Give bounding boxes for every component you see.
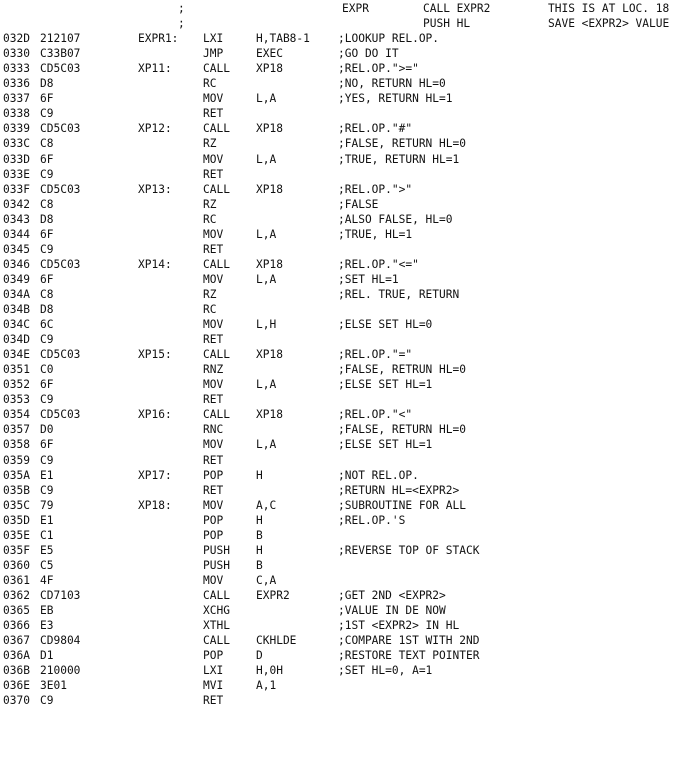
header-action: CALL EXPR2 [423,2,491,15]
code-line [0,272,698,287]
opcode: RET [203,393,224,407]
code-line [0,167,698,182]
comment: ;REL.OP.">=" [338,62,419,76]
address: 0353 [3,393,30,407]
opcode: MOV [203,272,224,286]
operand: XP18 [256,182,283,196]
comment: ;GO DO IT [338,47,399,61]
object-code: C9 [40,167,54,181]
address: 0366 [3,619,30,633]
opcode: MOV [203,92,224,106]
label: XP17: [138,468,172,482]
comment: ;REL.OP."#" [338,122,413,136]
address: 035F [3,543,30,557]
address: 0358 [3,438,30,452]
label: XP11: [138,62,172,76]
code-line [0,513,698,528]
address: 0370 [3,694,30,708]
comment: ;REL.OP.">" [338,182,413,196]
object-code: C9 [40,483,54,497]
code-line [0,61,698,76]
opcode: RET [203,483,224,497]
code-line [0,197,698,212]
opcode: MOV [203,438,224,452]
address: 0349 [3,272,30,286]
code-line [0,678,698,693]
object-code: 79 [40,498,54,512]
label: XP12: [138,122,172,136]
object-code: 210000 [40,664,81,678]
object-code: CD5C03 [40,122,81,136]
object-code: CD5C03 [40,62,81,76]
opcode: RZ [203,197,217,211]
code-line [0,212,698,227]
code-line [0,46,698,61]
label: XP13: [138,182,172,196]
object-code: CD5C03 [40,182,81,196]
operand: L,A [256,438,277,452]
comment: ;RETURN HL=<EXPR2> [338,483,460,497]
comment: ;TRUE, HL=1 [338,227,413,241]
object-code: 6F [40,92,54,106]
address: 0354 [3,408,30,422]
opcode: POP [203,528,224,542]
opcode: RET [203,107,224,121]
code-line [0,603,698,618]
operand: L,A [256,152,277,166]
object-code: EB [40,604,54,617]
code-line [0,483,698,498]
object-code: 6F [40,378,54,392]
code-line [0,528,698,543]
opcode: MOV [203,573,224,587]
code-line [0,422,698,437]
comment: ;YES, RETURN HL=1 [338,92,453,106]
code-line [0,468,698,483]
code-line [0,227,698,242]
comment: ;REL.OP.'S [338,513,406,527]
operand: B [256,528,263,542]
operand: A,C [256,498,277,512]
address: 0339 [3,122,30,136]
object-code: 4F [40,573,54,587]
code-line [0,182,698,197]
operand: B [256,558,263,572]
operand: H [256,513,263,527]
opcode: RZ [203,137,217,151]
object-code: C9 [40,242,54,256]
address: 034B [3,303,30,316]
comment: ;NOT REL.OP. [338,468,419,482]
header-semicolon: ; [178,2,185,15]
comment: ;FALSE [338,197,379,211]
address: 033D [3,152,30,166]
comment: ;VALUE IN DE NOW [338,604,446,617]
code-line [0,121,698,136]
code-line [0,302,698,317]
address: 0359 [3,453,30,467]
opcode: CALL [203,634,230,648]
object-code: E1 [40,513,54,527]
code-line [0,362,698,377]
opcode: XTHL [203,619,230,633]
operand: D [256,649,263,663]
operand: C,A [256,573,277,587]
address: 0330 [3,47,30,61]
code-line [0,453,698,468]
address: 0338 [3,107,30,121]
comment: ;REL. TRUE, RETURN [338,287,460,301]
operand: XP18 [256,408,283,422]
comment: ;RESTORE TEXT POINTER [338,649,480,663]
object-code: 6F [40,227,54,241]
opcode: RZ [203,287,217,301]
code-line [0,392,698,407]
code-line [0,242,698,257]
opcode: RET [203,333,224,347]
comment: ;ALSO FALSE, HL=0 [338,212,453,226]
object-code: E3 [40,619,54,633]
opcode: POP [203,649,224,663]
opcode: MVI [203,679,224,693]
opcode: CALL [203,408,230,422]
address: 0337 [3,92,30,106]
object-code: C0 [40,363,54,377]
address: 0360 [3,558,30,572]
address: 034D [3,333,30,347]
object-code: C9 [40,694,54,708]
operand: H [256,468,263,482]
header-expr: EXPR [342,2,369,15]
operand: H,0H [256,664,283,678]
opcode: RET [203,453,224,467]
object-code: 6C [40,318,54,332]
comment: ;NO, RETURN HL=0 [338,77,446,91]
comment: ;ELSE SET HL=1 [338,438,433,452]
code-line [0,498,698,513]
comment: ;SUBROUTINE FOR ALL [338,498,466,512]
object-code: C9 [40,107,54,121]
address: 035B [3,483,30,497]
opcode: MOV [203,378,224,392]
code-line [0,106,698,121]
comment: ;SET HL=1 [338,272,399,286]
label: XP18: [138,498,172,512]
operand: EXEC [256,47,283,61]
address: 0345 [3,242,30,256]
code-line [0,317,698,332]
opcode: LXI [203,664,224,678]
code-line [0,257,698,272]
opcode: PUSH [203,543,230,557]
operand: A,1 [256,679,277,693]
opcode: CALL [203,348,230,362]
address: 036B [3,664,30,678]
address: 035D [3,513,30,527]
header-remark: SAVE <EXPR2> VALUE [548,17,670,31]
code-line [0,377,698,392]
address: 033F [3,182,30,196]
code-line [0,543,698,558]
object-code: CD5C03 [40,408,81,422]
address: 0357 [3,423,30,437]
opcode: RNZ [203,363,224,377]
object-code: C9 [40,453,54,467]
code-line [0,663,698,678]
address: 035C [3,498,30,512]
address: 036E [3,679,30,693]
object-code: C5 [40,558,54,572]
opcode: MOV [203,227,224,241]
object-code: C1 [40,528,54,542]
object-code: 6F [40,438,54,452]
object-code: C9 [40,393,54,407]
address: 034E [3,348,30,362]
opcode: RNC [203,423,224,437]
address: 0333 [3,62,30,76]
address: 0344 [3,227,30,241]
opcode: RC [203,212,217,226]
address: 0362 [3,588,30,602]
opcode: POP [203,513,224,527]
object-code: 6F [40,152,54,166]
opcode: XCHG [203,604,230,617]
address: 0361 [3,573,30,587]
comment: ;FALSE, RETURN HL=0 [338,423,466,437]
address: 0365 [3,604,30,617]
object-code: CD9804 [40,634,81,648]
code-line [0,31,698,46]
address: 034A [3,287,30,301]
address: 0336 [3,77,30,91]
comment: ;1ST <EXPR2> IN HL [338,619,460,633]
object-code: D8 [40,77,54,91]
opcode: CALL [203,588,230,602]
object-code: C33B07 [40,47,81,61]
code-line [0,573,698,588]
address: 0352 [3,378,30,392]
comment: ;REL.OP."<=" [338,257,419,271]
operand: XP18 [256,257,283,271]
header-remark: THIS IS AT LOC. 18 [548,2,670,15]
label: XP15: [138,348,172,362]
comment: ;GET 2ND <EXPR2> [338,588,446,602]
label: XP16: [138,408,172,422]
address: 0351 [3,363,30,377]
code-line [0,588,698,603]
code-line [0,287,698,302]
label: EXPR1: [138,32,179,46]
opcode: RET [203,694,224,708]
address: 033C [3,137,30,151]
opcode: PUSH [203,558,230,572]
address: 035E [3,528,30,542]
comment: ;FALSE, RETURN HL=0 [338,137,466,151]
code-line [0,693,698,708]
comment: ;LOOKUP REL.OP. [338,32,440,46]
label: XP14: [138,257,172,271]
code-line [0,76,698,91]
comment: ;REVERSE TOP OF STACK [338,543,480,557]
header-line [0,1,698,16]
object-code: C8 [40,137,54,151]
address: 032D [3,32,30,46]
comment: ;TRUE, RETURN HL=1 [338,152,460,166]
operand: XP18 [256,122,283,136]
object-code: 3E01 [40,679,67,693]
comment: ;SET HL=0, A=1 [338,664,433,678]
operand: L,H [256,318,277,332]
object-code: 212107 [40,32,81,46]
comment: ;REL.OP."=" [338,348,413,362]
object-code: D8 [40,212,54,226]
code-line [0,648,698,663]
operand: H [256,543,263,557]
address: 0343 [3,212,30,226]
object-code: CD5C03 [40,257,81,271]
code-line [0,618,698,633]
opcode: MOV [203,318,224,332]
code-line [0,136,698,151]
comment: ;ELSE SET HL=1 [338,378,433,392]
opcode: RC [203,303,217,316]
operand: EXPR2 [256,588,290,602]
opcode: CALL [203,122,230,136]
comment: ;COMPARE 1ST WITH 2ND [338,634,480,648]
header-action: PUSH HL [423,17,471,31]
opcode: JMP [203,47,224,61]
operand: H,TAB8-1 [256,32,310,46]
address: 035A [3,468,30,482]
opcode: CALL [203,182,230,196]
header-semicolon: ; [178,17,185,31]
address: 0367 [3,634,30,648]
operand: XP18 [256,62,283,76]
opcode: MOV [203,498,224,512]
object-code: D8 [40,303,54,316]
address: 034C [3,318,30,332]
opcode: RET [203,167,224,181]
operand: XP18 [256,348,283,362]
object-code: E5 [40,543,54,557]
code-line [0,437,698,452]
comment: ;ELSE SET HL=0 [338,318,433,332]
opcode: POP [203,468,224,482]
opcode: RET [203,242,224,256]
comment: ;REL.OP."<" [338,408,413,422]
object-code: CD7103 [40,588,81,602]
code-line [0,91,698,106]
opcode: RC [203,77,217,91]
code-line [0,332,698,347]
address: 0346 [3,257,30,271]
comment: ;FALSE, RETRUN HL=0 [338,363,466,377]
opcode: LXI [203,32,224,46]
object-code: C9 [40,333,54,347]
code-line [0,407,698,422]
operand: L,A [256,272,277,286]
operand: L,A [256,92,277,106]
address: 0342 [3,197,30,211]
code-line [0,558,698,573]
object-code: E1 [40,468,54,482]
address: 033E [3,167,30,181]
object-code: C8 [40,287,54,301]
operand: L,A [256,227,277,241]
object-code: D0 [40,423,54,437]
opcode: MOV [203,152,224,166]
code-line [0,152,698,167]
code-line [0,347,698,362]
opcode: CALL [203,257,230,271]
operand: CKHLDE [256,634,297,648]
code-line [0,633,698,648]
address: 036A [3,649,30,663]
header-line [0,16,698,31]
object-code: C8 [40,197,54,211]
object-code: D1 [40,649,54,663]
opcode: CALL [203,62,230,76]
operand: L,A [256,378,277,392]
object-code: CD5C03 [40,348,81,362]
object-code: 6F [40,272,54,286]
